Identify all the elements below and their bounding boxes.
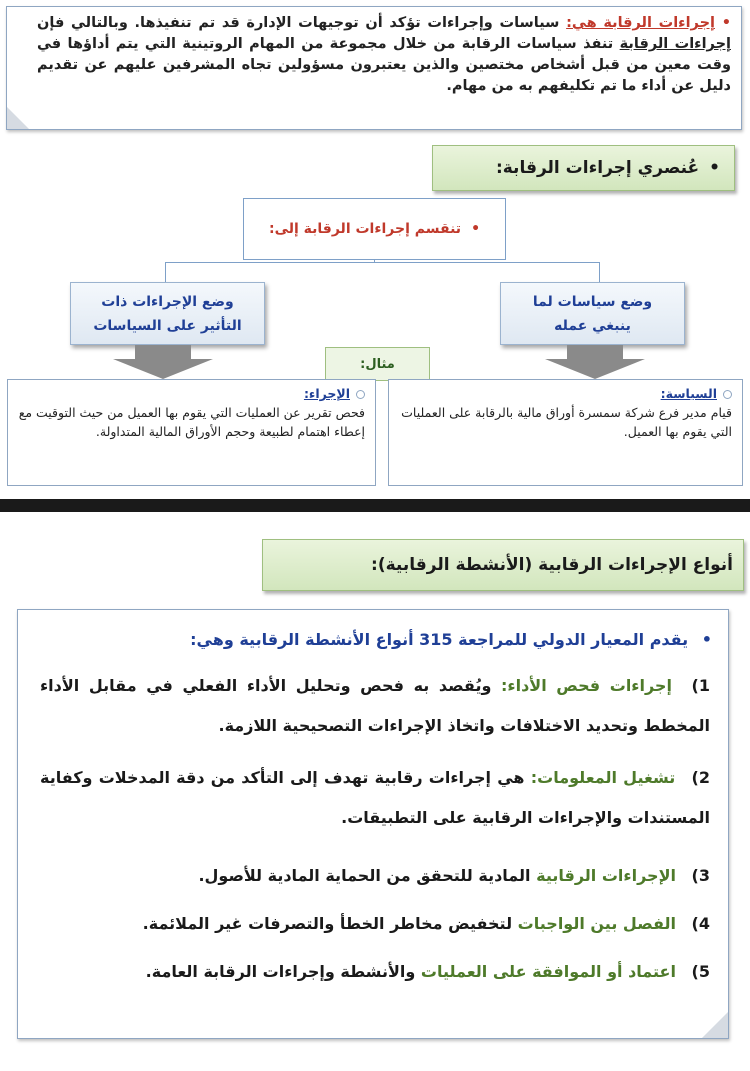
policy-example-title: السياسة:	[660, 386, 717, 401]
item-term: إجراءات فحص الأداء:	[501, 676, 672, 695]
policies-box-label: وضع سياسات لما ينبغي عمله	[532, 293, 653, 334]
down-arrow-icon	[113, 345, 213, 381]
list-item	[40, 758, 710, 838]
definition-text-1: سياسات وإجراءات تؤكد أن توجيهات الإدارة قد تم تنفيذها. وبالتالي فإن	[37, 15, 560, 31]
item-term: الفصل بين الواجبات	[517, 914, 676, 933]
example-label: مثال:	[360, 356, 395, 372]
bullet-icon: •	[471, 221, 481, 237]
list-item	[40, 856, 710, 896]
definition-term-2: إجراءات الرقابة	[619, 36, 731, 52]
procedure-example-title: الإجراء:	[303, 386, 350, 401]
item-text: هي إجراءات رقابية تهدف إلى التأكد من دقة المدخلات وكفاية المستندات والإجراءات الرقابية على التطبيقات.	[40, 768, 710, 827]
connector-line	[165, 262, 166, 282]
procedure-example-text: فحص تقرير عن العمليات التي يقوم بها العميل من حيث التوقيت مع إعطاء اهتمام لطبيعة وحجم الأوراق المالية المتداولة.	[18, 405, 365, 439]
types-header	[262, 539, 744, 591]
list-item	[40, 952, 710, 992]
page-fold-icon	[7, 107, 29, 129]
definition-box	[6, 6, 742, 130]
bullet-icon: •	[721, 15, 731, 31]
item-number: 3)	[691, 866, 710, 885]
bullet-icon: •	[709, 158, 720, 178]
page-fold-icon	[702, 1012, 728, 1038]
list-item	[40, 666, 710, 746]
item-number: 4)	[691, 914, 710, 933]
example-label-box	[325, 347, 430, 381]
item-text: ويُقصد به فحص وتحليل الأداء الفعلي في مقابل الأداء المخطط وتحديد الاختلافات واتخاذ الإجراءات التصحيحية اللازمة.	[40, 676, 710, 735]
types-header-label: أنواع الإجراءات الرقابية (الأنشطة الرقابية):	[371, 555, 733, 575]
circle-bullet-icon	[723, 390, 732, 399]
down-arrow-icon	[545, 345, 645, 381]
item-number: 2)	[691, 768, 710, 787]
item-term: الإجراءات الرقابية	[536, 866, 676, 885]
item-term: اعتماد أو الموافقة على العمليات	[420, 962, 676, 981]
policy-example-text: قيام مدير فرع شركة سمسرة أوراق مالية بالرقابة على العمليات التي يقوم بها العميل.	[401, 405, 732, 439]
types-intro-text: يقدم المعيار الدولي للمراجعة 315 أنواع الأنشطة الرقابية وهي:	[190, 630, 689, 649]
procedures-box	[70, 282, 265, 345]
elements-header	[432, 145, 735, 191]
item-number: 1)	[691, 676, 710, 695]
procedure-example-box	[7, 379, 376, 486]
divider	[0, 499, 750, 512]
item-term: تشغيل المعلومات:	[530, 768, 676, 787]
item-number: 5)	[691, 962, 710, 981]
item-text: لتخفيض مخاطر الخطأ والتصرفات غير الملائمة.	[142, 914, 513, 933]
list-item	[40, 904, 710, 944]
procedures-box-label: وضع الإجراءات ذات التأثير على السياسات	[93, 293, 242, 334]
connector-line	[165, 262, 600, 263]
elements-header-label: عُنصري إجراءات الرقابة:	[495, 158, 700, 178]
definition-text-2: تنفذ سياسات الرقابة من خلال مجموعة من المهام الروتينية التي يتم أداؤها في وقت معين من قبل أشخاص مختصين والذين يعتبرون مسؤولين تجاه المشرفين عليهم عن تقديم دليل عن أداء ما تم تكليفهم به من مهام.	[37, 36, 731, 94]
connector-line	[599, 262, 600, 282]
item-text: المادية للتحقق من الحماية المادية للأصول.	[198, 866, 531, 885]
definition-term: إجراءات الرقابة هي:	[566, 15, 715, 31]
types-intro	[190, 630, 712, 649]
policies-box	[500, 282, 685, 345]
item-text: والأنشطة وإجراءات الرقابة العامة.	[145, 962, 416, 981]
divide-label: تنقسم إجراءات الرقابة إلى:	[268, 221, 462, 237]
policy-example-box	[388, 379, 743, 486]
divide-box	[243, 198, 506, 260]
circle-bullet-icon	[356, 390, 365, 399]
types-box	[17, 609, 729, 1039]
bullet-icon: •	[701, 630, 712, 649]
